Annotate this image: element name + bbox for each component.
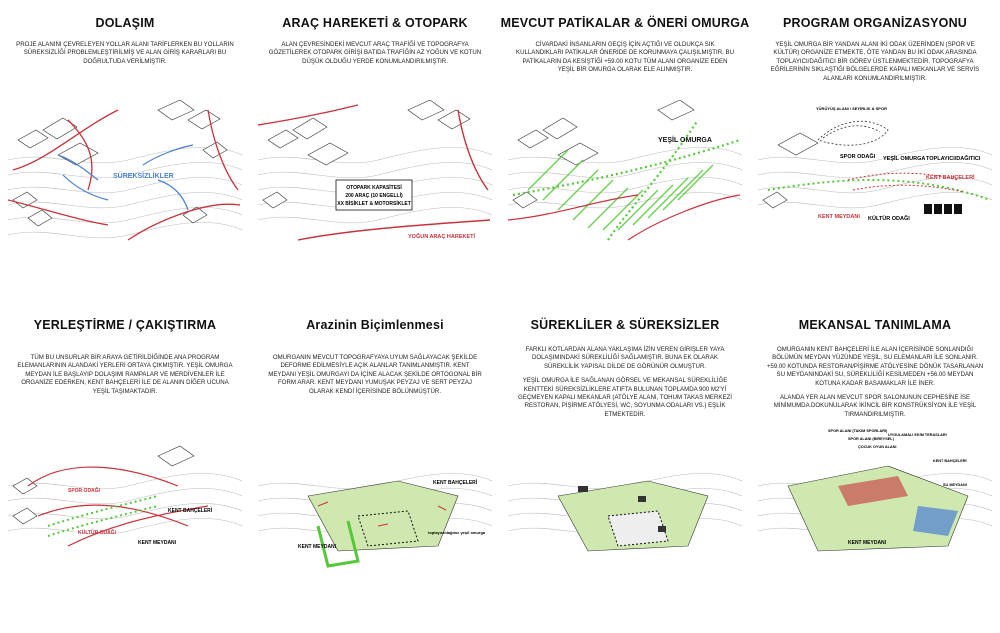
city-gardens-label: KENT BAHÇELERİ (926, 175, 975, 181)
program-diagram (758, 100, 992, 250)
sport-focus-label: SPOR ODAĞI (840, 154, 876, 160)
panel-surekliler (500, 316, 750, 632)
description-paragraph: OMURGANIN MEVCUT TOPOGRAFYAYA UYUM SAĞLAYACAK ŞEKİLDE DEFORME EDİLMESİYLE AÇIK ALANLAR TANIMLANMIŞTIR. KENT MEYDANI YEŞİL OMURGAYI DA İÇİNE ALACAK ŞEKİLDE ORTOGONAL BİR FORM ARAR. KENT MEYDANI YUMUŞAK PEYZAJ VE SERT PEYZAJ OLARAK KENDİ İÇERİSİNDE BÖLÜNMÜŞTÜR. (268, 354, 482, 395)
description-paragraph: ALANDA YER ALAN MEVCUT SPOR SALONUNUN CEPHESİNE İSE MİNİMUMDA DOKUNULARAK İKİNCİL BİR KONSTRÜKSİYON İLE YEŞİL TIRMANDIRILMIŞTIR. (773, 394, 977, 418)
description-paragraph: FARKLI KOTLARDAN ALANA YAKLAŞIMA İZİN VEREN GİRİŞLER YAYA DOLAŞIMINDAKİ SÜREKLİLİĞİ SAĞLAMIŞTIR. BUNA EK OLARAK SÜREKLİLİK YAPISAL DİLDE DE GÖRÜNÜR OLMUŞTUR. (525, 346, 725, 370)
panel-title: ARAÇ HAREKETİ & OTOPARK (282, 16, 468, 30)
activity-note: YÜRÜYÜŞ ALANI / SEYİRLİK & SPOR (816, 106, 887, 111)
parking-capacity-label: OTOPARK KAPASİTESİ (346, 185, 402, 191)
panel-title: Arazinin Biçimlenmesi (306, 318, 444, 332)
panel-title: SÜREKLİLER & SÜREKSİZLER (530, 318, 720, 332)
note-water-square: SU MEYDANI (943, 483, 967, 487)
description-paragraph: TÜM BU UNSURLAR BİR ARAYA GETİRİLDİĞİNDE ANA PROGRAM ELEMANLARININ ALANDAKİ YERLERİ ORTAYA ÇIKMIŞTIR. YEŞİL OMURGA MEYDAN İLE BAŞLAYIP DOLAŞIMI RAMPALAR VE MERDİVENLER İLE ORGANİZE EDERKEN, KENT BAHÇELERİ İLE DE ALANIN DİĞER UCUNA YEŞİL TAŞIMAKTADIR. (17, 354, 233, 395)
panel-description (16, 41, 234, 72)
note-terraces: UYGULAMALI EKİM TERASLARI (888, 433, 947, 437)
facility-icons (924, 204, 962, 214)
panel-title: MEVCUT PATİKALAR & ÖNERİ OMURGA (500, 16, 750, 30)
city-square-label: KENT MEYDANI (138, 540, 177, 546)
note-playground: ÇOCUK OYUN ALANI (858, 445, 897, 449)
panel-title: YERLEŞTİRME / ÇAKIŞTIRMA (33, 318, 217, 332)
sport-focus-label: SPOR ODAĞI (68, 488, 100, 494)
note-gardens: KENT BAHÇELERİ (933, 459, 967, 463)
paths-diagram (508, 100, 742, 250)
panel-title: MEKANSAL TANIMLAMA (798, 318, 952, 332)
culture-focus-label: KÜLTÜR ODAĞI (78, 530, 116, 536)
continuity-diagram (508, 426, 742, 576)
panel-description (766, 41, 984, 89)
panel-mekansal (750, 316, 1000, 632)
panel-description (266, 41, 484, 72)
terrain-diagram (258, 426, 492, 576)
panel-patikalar (500, 0, 750, 316)
description-paragraph: YEŞİL OMURGA İLE SAĞLANAN GÖRSEL VE MEKANSAL SÜREKLİLİĞE KENTTEKİ SÜREKSİZLİKLERE ATIFTA BULUNAN TOPLAMDA 900 M2'Yİ GEÇMEYEN KAPALI MEKANLAR (ATÖLYE ALANI, TOHUM TAKAS MERKEZİ RESTORAN, PİŞİRME ATÖLYESİ, WC, SOYUNMA ODALARI VS.) EŞLİK ETMEKTEDİR. (518, 377, 732, 418)
panel-title: PROGRAM ORGANİZASYONU (782, 16, 968, 30)
description-paragraph: ALAN ÇEVRESİNDEKİ MEVCUT ARAÇ TRAFİĞİ VE TOPOGRAFYA GÖZETİLEREK OTOPARK GİRİŞİ BATIDA TRAFİĞİN AZ YOĞUN VE KOTUN DÜŞÜK OLDUĞU YERDE KONUMLANDIRILMIŞTIR. (268, 41, 482, 65)
spine-note: toplayıcı/dağıtıcı yeşil omurga (428, 530, 486, 535)
panel-arazi (250, 316, 500, 632)
panel-dolasim (0, 0, 250, 316)
vehicle-diagram (258, 100, 492, 250)
parking-bikes-label: XX BİSİKLET & MOTORSİKLET (337, 201, 411, 207)
culture-focus-label: KÜLTÜR ODAĞI (868, 216, 910, 222)
panel-program (750, 0, 1000, 316)
panel-arac-hareketi (250, 0, 500, 316)
city-square-label: KENT MEYDANI (818, 214, 860, 220)
description-paragraph: YEŞİL OMURGA BİR YANDAN ALANI İKİ ODAK ÜZERİNDEN (SPOR VE KÜLTÜR) ORGANİZE ETMEKTE, ÖTE YANDAN BU İKİ ODAK ARASINDA TOPLAYICI/DAĞITICI BİR GÖREV ÜSTLENMEKTEDİR. TOPOGRAFYA EĞRİLERİNİN SIKLAŞTIĞI BÖLGELERDE KAPALI MEKANLAR VE SERVİS ALANLARI KONUMLANDIRILMIŞTIR. (770, 41, 980, 82)
panel-description (16, 354, 234, 402)
note-team-sports: SPOR ALANI (TAKIM SPORLARI) (828, 429, 888, 433)
traffic-label: YOĞUN ARAÇ HAREKETİ (408, 234, 476, 240)
city-gardens-label: KENT BAHÇELERİ (433, 480, 478, 486)
panel-title: DOLAŞIM (95, 16, 155, 30)
green-spine-label: YEŞİL OMURGA (658, 137, 712, 144)
parking-cars-label: 200 ARAÇ (10 ENGELLİ) (345, 193, 403, 199)
panel-description (516, 41, 734, 81)
description-paragraph: OMURGANIN KENT BAHÇELERİ İLE ALAN İÇERİSİNDE SONLANDIĞI BÖLÜMÜN MEYDAN YÜZÜNDE YEŞİL, SU ELEMANLARI İLE SONLANIR. +59.00 KOTUNDA RESTORAN/PİŞİRME ATÖLYESİNE DÖNÜK TASARLANAN SU MEYDANINDAKİ SU, SÜREKLİLİĞİ KESİLMEDEN +56.00 MEYDAN KOTUNA KADAR BASAMAKLAR İLE İNER. (766, 346, 984, 387)
panel-description (266, 354, 484, 402)
panel-yerlestirme (0, 316, 250, 632)
note-individual-sports: SPOR ALANI (BIREYSEL) (848, 437, 894, 441)
city-gardens-label: KENT BAHÇELERİ (168, 508, 213, 514)
panel-description (516, 346, 734, 425)
city-square-label: KENT MEYDANI (848, 540, 887, 546)
description-paragraph: PROJE ALANINI ÇEVRELEYEN YOLLAR ALANI TARİFLERKEN BU YOLLARIN SÜREKSİZLİĞİ PROBLEMLEŞTİRİLMİŞ VE ALAN GİRİŞ KARARLARI BU DOĞRULTUDA VERİLMİŞTİR. (16, 41, 234, 65)
panel-description (766, 346, 984, 425)
city-square-label: KENT MEYDANI (298, 544, 337, 550)
circulation-diagram (8, 100, 242, 250)
placement-diagram (8, 426, 242, 576)
green-spine-label: YEŞİL OMURGA (883, 156, 926, 162)
spatial-diagram (758, 426, 992, 576)
collector-label: TOPLAYICI/DAĞITICI (926, 156, 981, 162)
discontinuities-label: SÜREKSİZLİKLER (113, 173, 174, 180)
description-paragraph: CİVARDAKİ İNSANLARIN GEÇİŞ İÇİN AÇTIĞI VE OLDUKÇA SIK KULLANDIKLARI PATİKALAR ÖNERİDE DE KORUNMAYA ÇALIŞILMIŞTIR. BU PATİKALARIN DA KESİŞTİĞİ +59.00 KOTU TÜM ALANI ORGANİZE EDEN YEŞİL BİR OMURGA OLARAK ELE ALINMIŞTIR. (516, 41, 734, 74)
